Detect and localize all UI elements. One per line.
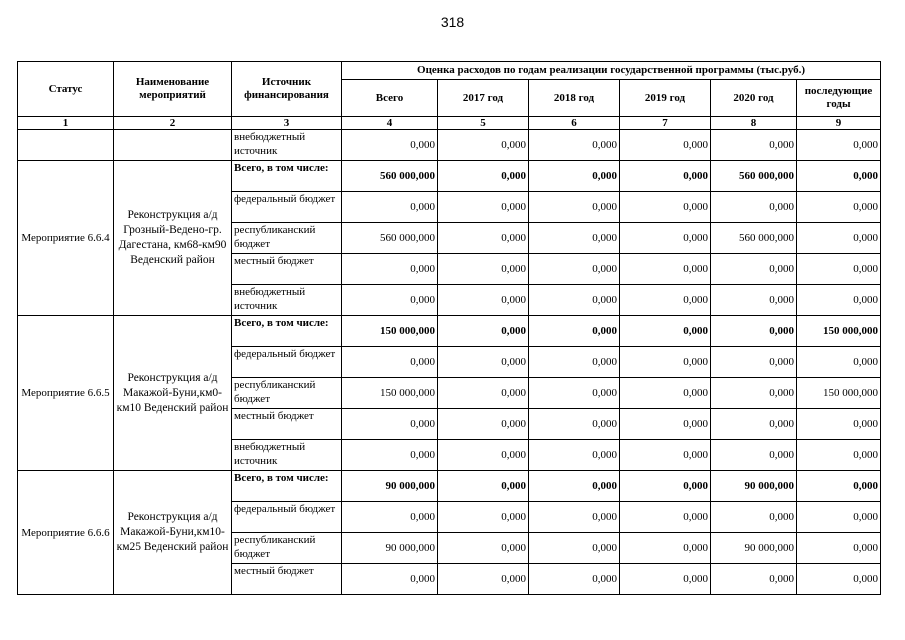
value-cell: 0,000 bbox=[529, 347, 620, 378]
source-cell: федеральный бюджет bbox=[232, 192, 342, 223]
value-cell: 0,000 bbox=[438, 347, 529, 378]
source-cell: Всего, в том числе: bbox=[232, 471, 342, 502]
source-cell: Всего, в том числе: bbox=[232, 161, 342, 192]
source-cell: местный бюджет bbox=[232, 564, 342, 595]
column-number: 9 bbox=[797, 117, 881, 130]
column-number: 5 bbox=[438, 117, 529, 130]
value-cell: 0,000 bbox=[342, 564, 438, 595]
value-cell: 560 000,000 bbox=[342, 223, 438, 254]
value-cell: 0,000 bbox=[620, 161, 711, 192]
value-cell: 0,000 bbox=[620, 409, 711, 440]
source-cell: Всего, в том числе: bbox=[232, 316, 342, 347]
source-cell: внебюджетный источник bbox=[232, 440, 342, 471]
event-name: Реконструкция а/д Макажой-Буни,км10-км25 Веденский район bbox=[114, 471, 232, 595]
event-name: Реконструкция а/д Грозный-Ведено-гр. Дагестана, км68-км90 Веденский район bbox=[114, 161, 232, 316]
value-cell: 150 000,000 bbox=[342, 378, 438, 409]
value-cell: 0,000 bbox=[438, 285, 529, 316]
value-cell: 0,000 bbox=[620, 316, 711, 347]
column-number: 8 bbox=[711, 117, 797, 130]
value-cell: 0,000 bbox=[438, 564, 529, 595]
header-2018: 2018 год bbox=[529, 80, 620, 117]
value-cell: 0,000 bbox=[797, 130, 881, 161]
value-cell: 0,000 bbox=[711, 564, 797, 595]
budget-table bbox=[17, 61, 881, 595]
source-cell: местный бюджет bbox=[232, 254, 342, 285]
header-2019: 2019 год bbox=[620, 80, 711, 117]
header-total: Всего bbox=[342, 80, 438, 117]
value-cell: 0,000 bbox=[620, 378, 711, 409]
source-cell: республиканский бюджет bbox=[232, 378, 342, 409]
column-number: 6 bbox=[529, 117, 620, 130]
value-cell: 0,000 bbox=[529, 533, 620, 564]
value-cell: 0,000 bbox=[797, 347, 881, 378]
value-cell: 0,000 bbox=[438, 471, 529, 502]
value-cell: 0,000 bbox=[438, 161, 529, 192]
value-cell: 0,000 bbox=[620, 564, 711, 595]
value-cell: 560 000,000 bbox=[342, 161, 438, 192]
value-cell: 0,000 bbox=[342, 409, 438, 440]
header-2017: 2017 год bbox=[438, 80, 529, 117]
header-estimate: Оценка расходов по годам реализации государственной программы (тыс.руб.) bbox=[342, 62, 881, 80]
value-cell: 0,000 bbox=[529, 471, 620, 502]
event-status: Мероприятие 6.6.5 bbox=[18, 316, 114, 471]
value-cell: 150 000,000 bbox=[797, 316, 881, 347]
value-cell: 0,000 bbox=[620, 254, 711, 285]
event-name: Реконструкция а/д Макажой-Буни,км0-км10 Веденский район bbox=[114, 316, 232, 471]
value-cell: 0,000 bbox=[620, 471, 711, 502]
source-cell: местный бюджет bbox=[232, 409, 342, 440]
value-cell: 0,000 bbox=[620, 533, 711, 564]
value-cell: 560 000,000 bbox=[711, 223, 797, 254]
event-status: Мероприятие 6.6.6 bbox=[18, 471, 114, 595]
column-number: 2 bbox=[114, 117, 232, 130]
value-cell: 0,000 bbox=[620, 130, 711, 161]
value-cell: 0,000 bbox=[342, 347, 438, 378]
value-cell: 0,000 bbox=[797, 471, 881, 502]
value-cell: 90 000,000 bbox=[342, 471, 438, 502]
value-cell: 0,000 bbox=[711, 316, 797, 347]
value-cell: 0,000 bbox=[797, 564, 881, 595]
value-cell: 0,000 bbox=[438, 409, 529, 440]
column-number: 4 bbox=[342, 117, 438, 130]
value-cell: 0,000 bbox=[711, 130, 797, 161]
value-cell: 0,000 bbox=[529, 316, 620, 347]
header-name: Наименование мероприятий bbox=[114, 62, 232, 117]
value-cell: 0,000 bbox=[342, 440, 438, 471]
value-cell: 0,000 bbox=[711, 285, 797, 316]
value-cell: 0,000 bbox=[797, 409, 881, 440]
name-cell-empty bbox=[114, 130, 232, 161]
value-cell: 0,000 bbox=[711, 192, 797, 223]
source-cell: внебюджетный источник bbox=[232, 130, 342, 161]
source-cell: республиканский бюджет bbox=[232, 533, 342, 564]
value-cell: 0,000 bbox=[438, 192, 529, 223]
table-row bbox=[18, 316, 881, 347]
value-cell: 0,000 bbox=[438, 440, 529, 471]
value-cell: 0,000 bbox=[529, 161, 620, 192]
value-cell: 0,000 bbox=[529, 130, 620, 161]
value-cell: 90 000,000 bbox=[711, 533, 797, 564]
status-cell-empty bbox=[18, 130, 114, 161]
value-cell: 0,000 bbox=[797, 502, 881, 533]
value-cell: 0,000 bbox=[438, 223, 529, 254]
value-cell: 0,000 bbox=[529, 192, 620, 223]
table-row bbox=[18, 471, 881, 502]
value-cell: 0,000 bbox=[438, 533, 529, 564]
value-cell: 0,000 bbox=[529, 440, 620, 471]
value-cell: 0,000 bbox=[342, 192, 438, 223]
value-cell: 0,000 bbox=[529, 378, 620, 409]
value-cell: 0,000 bbox=[797, 254, 881, 285]
value-cell: 150 000,000 bbox=[797, 378, 881, 409]
column-number: 3 bbox=[232, 117, 342, 130]
value-cell: 0,000 bbox=[797, 192, 881, 223]
column-number: 1 bbox=[18, 117, 114, 130]
value-cell: 0,000 bbox=[529, 564, 620, 595]
column-number: 7 bbox=[620, 117, 711, 130]
value-cell: 0,000 bbox=[342, 502, 438, 533]
value-cell: 560 000,000 bbox=[711, 161, 797, 192]
value-cell: 0,000 bbox=[620, 502, 711, 533]
value-cell: 0,000 bbox=[797, 223, 881, 254]
source-cell: федеральный бюджет bbox=[232, 347, 342, 378]
table-row bbox=[18, 161, 881, 192]
source-cell: внебюджетный источник bbox=[232, 285, 342, 316]
value-cell: 0,000 bbox=[711, 502, 797, 533]
page-number: 318 bbox=[440, 14, 465, 30]
value-cell: 0,000 bbox=[620, 192, 711, 223]
value-cell: 150 000,000 bbox=[342, 316, 438, 347]
value-cell: 0,000 bbox=[529, 223, 620, 254]
value-cell: 0,000 bbox=[342, 254, 438, 285]
event-status: Мероприятие 6.6.4 bbox=[18, 161, 114, 316]
value-cell: 0,000 bbox=[438, 378, 529, 409]
source-cell: федеральный бюджет bbox=[232, 502, 342, 533]
value-cell: 0,000 bbox=[620, 223, 711, 254]
value-cell: 0,000 bbox=[711, 409, 797, 440]
header-status: Статус bbox=[18, 62, 114, 117]
value-cell: 0,000 bbox=[797, 440, 881, 471]
value-cell: 0,000 bbox=[342, 285, 438, 316]
value-cell: 0,000 bbox=[529, 502, 620, 533]
value-cell: 0,000 bbox=[529, 409, 620, 440]
value-cell: 0,000 bbox=[438, 502, 529, 533]
value-cell: 0,000 bbox=[797, 533, 881, 564]
value-cell: 0,000 bbox=[620, 347, 711, 378]
value-cell: 0,000 bbox=[711, 378, 797, 409]
value-cell: 0,000 bbox=[711, 254, 797, 285]
value-cell: 0,000 bbox=[797, 285, 881, 316]
source-cell: республиканский бюджет bbox=[232, 223, 342, 254]
value-cell: 0,000 bbox=[711, 347, 797, 378]
value-cell: 0,000 bbox=[438, 254, 529, 285]
value-cell: 0,000 bbox=[711, 440, 797, 471]
value-cell: 0,000 bbox=[438, 316, 529, 347]
value-cell: 90 000,000 bbox=[711, 471, 797, 502]
table-row bbox=[18, 130, 881, 161]
value-cell: 0,000 bbox=[529, 254, 620, 285]
value-cell: 0,000 bbox=[529, 285, 620, 316]
value-cell: 0,000 bbox=[438, 130, 529, 161]
value-cell: 0,000 bbox=[797, 161, 881, 192]
value-cell: 90 000,000 bbox=[342, 533, 438, 564]
header-source: Источник финансирования bbox=[232, 62, 342, 117]
value-cell: 0,000 bbox=[342, 130, 438, 161]
value-cell: 0,000 bbox=[620, 440, 711, 471]
header-2020: 2020 год bbox=[711, 80, 797, 117]
header-later-years: последующие годы bbox=[797, 80, 881, 117]
value-cell: 0,000 bbox=[620, 285, 711, 316]
